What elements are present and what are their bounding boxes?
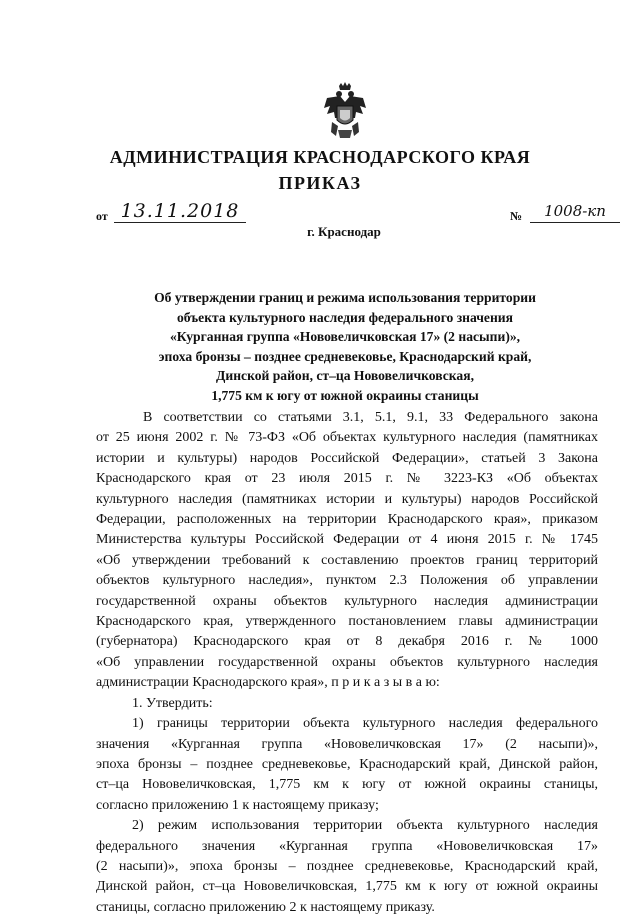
order-body (96, 408, 598, 918)
body-paragraph (96, 816, 598, 918)
date-value: 13.11.2018 (114, 200, 246, 223)
body-line: от 25 июня 2002 г. № 73-ФЗ «Об объектах культурного наследия (памятниках (96, 430, 598, 446)
body-line: станицы, согласно приложению 2 к настоящему приказу. (96, 899, 435, 915)
body-line: государственной охраны объектов культурного наследия администрации (96, 593, 598, 609)
body-paragraph (96, 408, 598, 694)
body-line: администрации Краснодарского края», п р и к а з ы в а ю: (96, 675, 440, 691)
body-line: «Об управлении государственной охраны объектов культурного наследия (96, 654, 598, 670)
city-label: г. Краснодар (307, 224, 381, 239)
body-line: объектов культурного наследия», пунктом 2.3 Положения об управлении (96, 573, 598, 589)
number-label: № (510, 209, 523, 223)
body-line: культурного наследия (памятниках истории и культуры) народов Российской (96, 491, 598, 507)
order-title (100, 288, 590, 406)
coat-of-arms-icon (322, 82, 368, 140)
title-line: Динской район, ст–ца Нововеличковская, (216, 368, 474, 384)
body-line: (2 насыпи)», эпоха бронзы – позднее средневековье, Краснодарский край, (96, 858, 598, 874)
body-line: Динской район, ст–ца Нововеличковская, 1,775 км к югу от южной окраины (96, 879, 598, 895)
body-line: Краснодарского края, утвержденного постановлением главы администрации (96, 614, 598, 630)
number-value: 1008-кп (530, 200, 620, 223)
body-line: 1. Утвердить: (132, 695, 213, 711)
body-line: эпоха бронзы – позднее средневековье, Краснодарский край, Динской район, (96, 756, 598, 772)
body-line: ст–ца Нововеличковская, 1,775 км к югу от южной окраины станицы, (96, 777, 598, 793)
body-line: Министерства культуры Российской Федерации от 4 июня 2015 г. № 1745 (96, 532, 598, 548)
title-line: эпоха бронзы – позднее средневековье, Краснодарский край, (158, 348, 532, 364)
body-line: значения «Курганная группа «Нововеличковская 17» (2 насыпи)», (96, 736, 598, 752)
title-line: «Курганная группа «Нововеличковская 17» (2 насыпи)», (169, 329, 521, 345)
body-paragraph (96, 694, 598, 714)
title-line: объекта культурного наследия федерального значения (177, 309, 513, 325)
body-line: «Об утверждении требований к составлению проектов границ территорий (96, 552, 598, 568)
body-line: 2) режим использования территории объекта культурного наследия (132, 818, 598, 834)
body-line: Федерации, расположенных на территории Краснодарского края», приказом (96, 512, 598, 528)
organization-title: АДМИНИСТРАЦИЯ КРАСНОДАРСКОГО КРАЯ (109, 147, 531, 167)
title-line: Об утверждении границ и режима использования территории (154, 290, 536, 305)
document-type: ПРИКАЗ (278, 173, 362, 193)
body-line: Краснодарского края от 23 июля 2015 г. № 3223-КЗ «Об объектах (96, 471, 598, 487)
body-line: федерального значения «Курганная группа «Нововеличковская 17» (96, 838, 598, 854)
body-line: (губернатора) Краснодарского края от 8 декабря 2016 г. № 1000 (96, 634, 598, 650)
body-line: В соответствии со статьями 3.1, 5.1, 9.1, 33 Федерального закона (143, 410, 598, 425)
body-paragraph (96, 714, 598, 816)
body-line: согласно приложению 1 к настоящему приказу; (96, 797, 379, 813)
body-line: истории и культуры) народов Российской Федерации», статьей 3 Закона (96, 450, 598, 466)
body-line: 1) границы территории объекта культурного наследия федерального (132, 716, 598, 732)
title-line: 1,775 км к югу от южной окраины станицы (211, 387, 479, 403)
date-label: от (96, 209, 108, 223)
